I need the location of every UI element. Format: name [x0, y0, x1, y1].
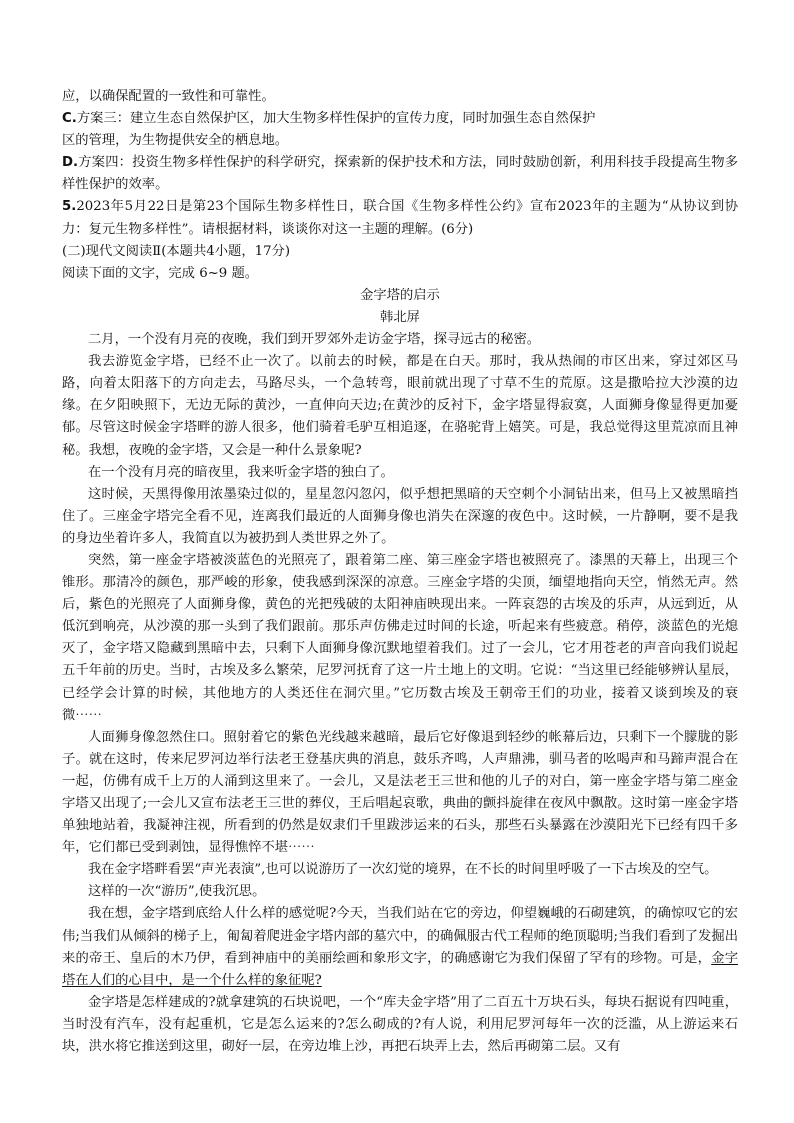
document-page [62, 86, 738, 1058]
option-c [62, 108, 738, 130]
underlined-sentence: 金字塔在人们的心目中，是一个什么样的象征呢? [62, 950, 739, 988]
article-paragraph: 这时候，天黑得像用浓墨染过似的，星星忽闪忽闪，似乎想把黑暗的天空刺个小洞钻出来，但马上又被黑暗挡住了。三座金字塔完全看不见，连离我们最近的人面狮身像也消失在深邃的夜色中。这时候，一片静啊，要不是我的身边坐着许多人，我简直以为被扔到人类世界之外了。 [62, 486, 738, 546]
article-author: 韩北屏 [380, 309, 420, 325]
option-c-label: C. [62, 111, 77, 127]
option-d-label: D. [62, 155, 79, 171]
option-c-text: 方案三：建立生态自然保护区，加大生物多样性保护的宣传力度，同时加强生态自然保护 [76, 111, 596, 127]
paragraph-text: 我在想，金字塔到底给人什么样的感觉呢?今天，当我们站在它的旁边，仰望巍峨的石砌建筑，的确惊叹它的宏伟;当我们从倾斜的梯子上，匍匐着爬进金字塔内部的墓穴中，的确佩服古代工程师的绝顶聪明;当我们看到了发掘出来的帝王、皇后的木乃伊，看到神庙中的美丽绘画和象形文字，的确感谢它为我们保留了罕有的珍物。可是， [62, 906, 738, 966]
article-paragraph: 我去游览金字塔，已经不止一次了。以前去的时候，都是在白天。那时，我从热闹的市区出来，穿过郊区马路，向着太阳落下的方向走去，马路尽头，一个急转弯，眼前就出现了寸草不生的荒原。这是撒哈拉大沙漠的边缘。在夕阳映照下，无边无际的黄沙，一直伸向天边;在黄沙的反衬下，金字塔显得寂寞，人面狮身像显得更加憂郁。尽管这时候金字塔畔的游人很多，他们骑着毛驴互相追逐，在骆驼背上嬉笑。可是，我总觉得这里荒凉而且神秘。我想，夜晚的金字塔，又会是一种什么景象呢? [62, 354, 738, 458]
article-paragraph: 我在金字塔畔看罢“声光表演”,也可以说游历了一次幻觉的境界，在不长的时间里呼吸了一下古埃及的空气。 [88, 862, 718, 878]
question-5 [62, 196, 738, 240]
article-paragraph: 金字塔是怎样建成的?就拿建筑的石块说吧，一个“库夫金字塔”用了二百五十万块石头，每块石据说有四吨重，当时没有汽车，没有起重机，它是怎么运来的?怎么砌成的?有人说，利用尼罗河每年一次的泛滥，从上游运来石块，洪水将它推送到这里，砌好一层，在旁边堆上沙，再把石块弄上去，然后再砌第二层。又有 [62, 994, 738, 1055]
option-c-continuation: 区的管理，为生物提供安全的栖息地。 [62, 133, 289, 149]
article-title: 金字塔的启示 [360, 287, 440, 303]
section-heading: (二)现代文阅读Ⅱ(本题共4小题，17分) [62, 243, 291, 259]
question-5-text: 2023年5月22日是第23个国际生物多样性日，联合国《生物多样性公约》宣布2023年的主题为“从协议到协力：复元生物多样性”。请根据材料，谈谈你对这一主题的理解。(6分) [62, 199, 738, 237]
article-paragraph: 人面狮身像忽然住口。照射着它的紫色光线越来越暗，最后它好像退到轻纱的帐幕后边，只剩下一个朦胧的影子。就在这时，传来尼罗河边举行法老王登基庆典的消息，鼓乐齐鸣，人声鼎沸，驯马者的吆喝声和马蹄声混合在一起，仿佛有成千上万的人涌到这里来了。一会儿，又是法老王三世和他的儿子的对白，第一座金字塔与第二座金字塔又出现了;一会儿又宣布法老王三世的葬仪，王后唱起哀歌，典曲的颤抖旋律在夜风中飘散。这时第一座金字塔单独地站着，我凝神注视，所看到的仍然是奴隶们千里跋涉运来的石头，那些石头暴露在沙漠阳光下已经有四千多年，它们都已受到剥蚀，显得憔悴不堪⋯⋯ [62, 729, 738, 856]
question-5-number: 5. [62, 199, 77, 215]
article-paragraph: 突然，第一座金字塔被淡蓝色的光照亮了，跟着第二座、第三座金字塔也被照亮了。漆黑的天幕上，出现三个锥形。那清冷的颜色，那严峻的形象，使我感到深深的凉意。三座金字塔的尖顶，缅望地指向天空，悄然无声。然后，紫色的光照亮了人面狮身像，黄色的光把残破的太阳神庙映现出来。一阵哀怨的古埃及的乐声，从远到近，从低沉到响亮，从沙漠的那一头到了我们跟前。那乐声仿佛走过时间的长途，听起来有些疲意。稍停，淡蓝色的光熄灭了，金字塔又隐藏到黑暗中去，只剩下人面狮身像沉默地望着我们。过了一会儿，它才用苍老的声音向我们说起五千年前的历史。当时，古埃及多么繁荣，尼罗河抚育了这一片土地上的文明。它说：“当这里已经能够辨认星辰，已经学会计算的时候，其他地方的人类还住在洞穴里。”它历数古埃及王朝帝王们的功业，接着又谈到埃及的衰微⋯⋯ [62, 552, 738, 723]
article-paragraph [62, 903, 738, 991]
article-paragraph: 在一个没有月亮的暗夜里，我来听金字塔的独白了。 [88, 464, 394, 480]
reading-instruction: 阅读下面的文字，完成 6~9 题。 [62, 265, 259, 281]
article-paragraph: 二月，一个没有月亮的夜晚，我们到开罗郊外走访金字塔，探寻远古的秘密。 [88, 332, 541, 348]
option-d [62, 152, 738, 196]
article-paragraph: 这样的一次“游历”,使我沉思。 [88, 884, 266, 900]
option-b-continuation: 应，以确保配置的一致性和可靠性。 [62, 89, 275, 104]
option-d-text: 方案四：投资生物多样性保护的科学研究，探索新的保护技术和方法，同时鼓励创新，利用科技手段提高生物多样性保护的效率。 [62, 155, 738, 193]
